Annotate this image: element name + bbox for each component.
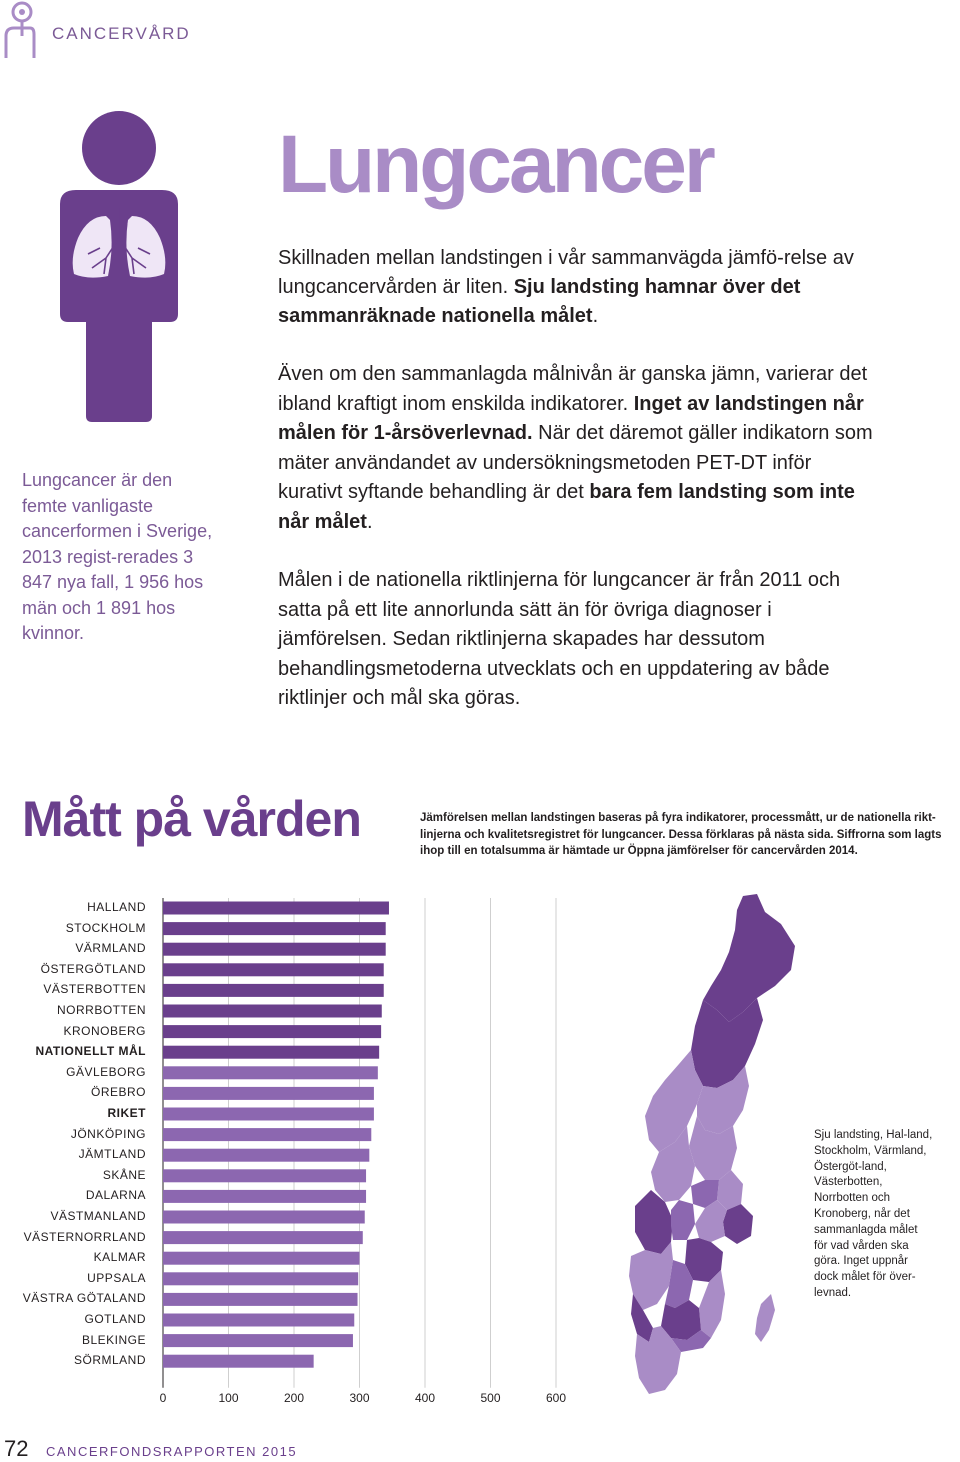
category-label: VÄSTMANLAND (50, 1209, 146, 1223)
publication-name: CANCERFONDSRAPPORTEN 2015 (46, 1444, 298, 1459)
category-label: JÖNKÖPING (70, 1126, 146, 1141)
bar-kalmar (163, 1252, 360, 1265)
lead-paragraph: Skillnaden mellan landstingen i vår sammanvägda jämfö-relse av lungcancervården är liten. Sju landsting hamnar över det sammanräknade nationella målet. (278, 247, 854, 327)
body-paragraph-2: Målen i de nationella riktlinjerna för lungcancer är från 2011 och satta på ett lite annorlunda sätt än för övriga diagnoser i jämförelsen. Sedan riktlinjerna skapades har dessutom behandlingsmetoderna utvecklats och en uppdatering av både riktlinjer och mål ska göras. (278, 569, 841, 709)
bar-riket (163, 1108, 374, 1121)
page-title: Lungcancer (278, 119, 713, 210)
map-region-sormland (695, 1200, 727, 1242)
bar-värmland (163, 943, 386, 956)
category-label: VÄSTRA GÖTALAND (22, 1291, 146, 1306)
category-label: UPPSALA (87, 1270, 146, 1285)
section-description: Jämförelsen mellan landstingen baseras på fyra indikatorer, processmått, ur de nationella rikt-linjerna och kvalitetsregistret för lungcancer. Dessa förklaras på nästa sida. Siffrorna som lagts ihop till en totalsumma är hämtade ur Öppna jämförelser för cancervården 2014. (420, 812, 942, 857)
category-label: SÖRMLAND (73, 1353, 146, 1368)
category-label: NATIONELLT MÅL (35, 1044, 146, 1059)
x-tick-label: 500 (480, 1390, 501, 1405)
x-tick-label: 600 (545, 1390, 567, 1405)
bar-nationellt-mål (163, 1046, 379, 1059)
page-number: 72 (4, 1436, 29, 1461)
bar-skåne (163, 1169, 366, 1182)
category-label: HALLAND (87, 900, 146, 914)
bar-jönköping (163, 1128, 371, 1141)
bar-chart (0, 890, 600, 1410)
category-label: STOCKHOLM (65, 920, 146, 935)
map-region-stockholm (723, 1204, 753, 1244)
bar-uppsala (163, 1272, 358, 1285)
bar-jämtland (163, 1149, 369, 1162)
bar-gotland (163, 1314, 354, 1327)
section-label: CANCERVÅRD (52, 24, 191, 43)
body-paragraph-1: Även om den sammanlagda målnivån är ganska jämn, varierar det ibland kraftigt inom enskilda indikatorer. Inget av landstingen når målen för 1-årsöverlevnad. När det däremot gäller indikatorn som mäter användandet av undersökningsmetoden PET-DT inför kurativt syftande behandling är det bara fem landsting som inte når målet. (278, 363, 873, 533)
category-label: KALMAR (93, 1250, 146, 1265)
category-label: GÄVLEBORG (66, 1064, 146, 1079)
category-label: VÄRMLAND (75, 941, 146, 956)
sidebar-fact: Lungcancer är den femte vanligaste cancerformen i Sverige, 2013 regist-rerades 3 847 nya fall, 1 956 hos män och 1 891 hos kvinnor. (22, 470, 213, 643)
bar-dalarna (163, 1190, 366, 1203)
bar-blekinge (163, 1334, 353, 1347)
bar-kronoberg (163, 1025, 381, 1038)
bar-gävleborg (163, 1066, 378, 1079)
category-label: VÄSTERNORRLAND (23, 1229, 146, 1244)
category-label: NORRBOTTEN (57, 1003, 146, 1017)
section-title: Mått på vården (22, 791, 361, 847)
map-caption: Sju landsting, Hal-land, Stockholm, Värmland, Östergöt-land, Västerbotten, Norrbotten och Kronoberg, når det sammanlagda målet för vad vården ska göra. Inget uppnår dock målet för över-levnad. (814, 1129, 933, 1299)
bar-östergötland (163, 963, 384, 976)
category-label: VÄSTERBOTTEN (43, 982, 146, 997)
bar-sörmland (163, 1355, 314, 1368)
category-label: GOTLAND (84, 1312, 146, 1326)
bar-västernorrland (163, 1231, 363, 1244)
bar-västmanland (163, 1211, 365, 1224)
x-tick-label: 200 (283, 1390, 305, 1405)
x-tick-label: 0 (159, 1390, 167, 1405)
category-label: ÖSTERGÖTLAND (40, 961, 146, 976)
category-label: DALARNA (85, 1188, 146, 1203)
category-label: ÖREBRO (90, 1085, 146, 1100)
x-tick-label: 300 (349, 1390, 370, 1405)
category-label: JÄMTLAND (78, 1147, 146, 1162)
bar-halland (163, 902, 389, 915)
category-label: SKÅNE (102, 1167, 146, 1182)
bar-örebro (163, 1087, 374, 1100)
category-label: KRONOBERG (63, 1023, 146, 1038)
map-region-gotland (755, 1294, 775, 1342)
clipboard-person-icon (0, 0, 40, 64)
bar-västerbotten (163, 984, 384, 997)
x-tick-label: 100 (218, 1390, 239, 1405)
person-lungs-icon (48, 108, 190, 424)
map-region-norrbotten (703, 894, 795, 1022)
bar-stockholm (163, 922, 386, 935)
category-label: BLEKINGE (81, 1332, 146, 1347)
bar-västra-götaland (163, 1293, 358, 1306)
map-region-orebro (671, 1200, 695, 1240)
x-tick-label: 400 (414, 1390, 436, 1405)
sweden-map (625, 890, 805, 1400)
category-label: RIKET (107, 1106, 146, 1120)
bar-norrbotten (163, 1005, 382, 1018)
